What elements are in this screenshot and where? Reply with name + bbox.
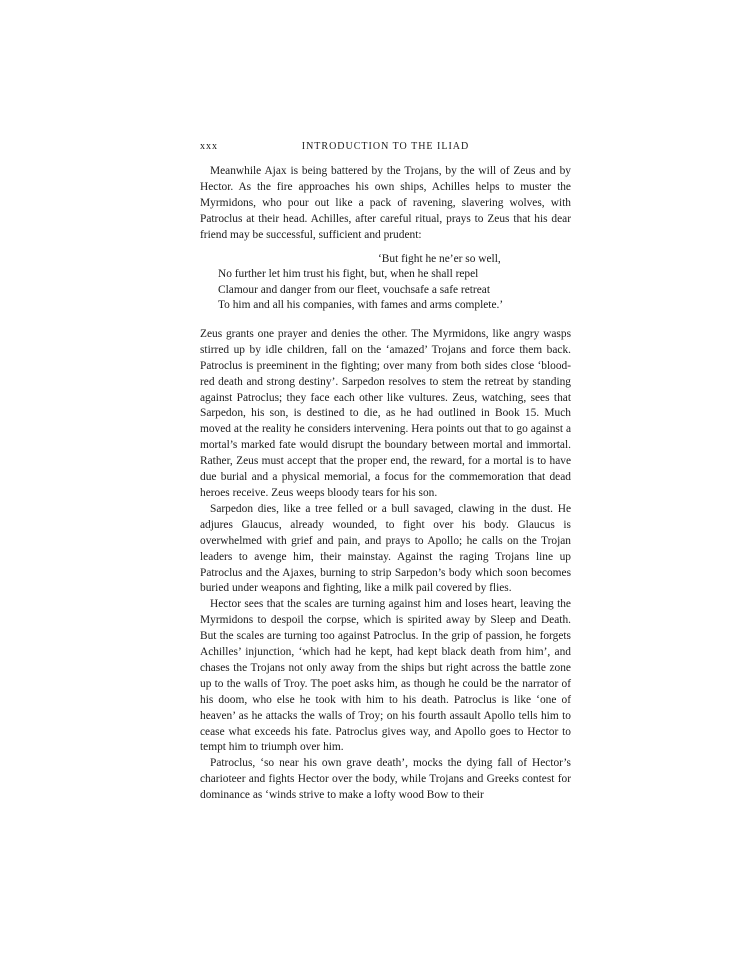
book-page bbox=[200, 141, 571, 804]
page-header bbox=[200, 141, 571, 157]
paragraph-5: Patroclus, ‘so near his own grave death’, mocks the dying fall of Hector’s charioteer and fights Hector over the body, while Trojans and Greeks contest for dominance as ‘winds strive to make a lofty wood Bow to their bbox=[200, 757, 571, 802]
paragraph-4: Hector sees that the scales are turning against him and loses heart, leaving the Myrmidons to despoil the corpse, which is spirited away by Sleep and Death. But the scales are turning too against Patroclus. In the grip of passion, he forgets Achilles’ injunction, ‘which had he kept, had kept black death from him’, and chases the Trojans not only away from the ships but right across the battle zone up to the walls of Troy. The poet asks him, as though he could be the narrator of his doom, who else he took with him to his death. Patroclus is like ‘one of heaven’ as he attacks the walls of Troy; on his fourth assault Apollo tells him to cease what exceeds his fate. Patroclus gives way, and Apollo goes to Hector to tempt him to triumph over him. bbox=[200, 598, 571, 754]
verse-quote bbox=[218, 252, 571, 314]
paragraph-3: Sarpedon dies, like a tree felled or a bull savaged, clawing in the dust. He adjures Glaucus, already wounded, to fight over his body. Glaucus is overwhelmed with grief and pain, and prays to Apollo; he calls on the Trojan leaders to avenge him, their mainstay. Against the raging Trojans line up Patroclus and the Ajaxes, burning to strip Sarpedon’s body which soon becomes buried under weapons and fighting, like a milk pail covered by flies. bbox=[200, 502, 571, 595]
quote-line-1: ‘But fight he ne’er so well, bbox=[378, 252, 501, 265]
running-head: INTRODUCTION TO THE ILIAD bbox=[301, 141, 470, 152]
quote-line-3: Clamour and danger from our fleet, vouchsafe a safe retreat bbox=[218, 283, 490, 296]
paragraph-1: Meanwhile Ajax is being battered by the Trojans, by the will of Zeus and by Hector. As the fire approaches his own ships, Achilles helps to muster the Myrmidons, who pour out like a pack of ravening, slavering wolves, with Patroclus at their head. Achilles, after careful ritual, prays to Zeus that his dear friend may be successful, sufficient and prudent: bbox=[200, 165, 571, 241]
quote-line-4: To him and all his companies, with fames and arms complete.’ bbox=[218, 299, 504, 312]
paragraph-2: Zeus grants one prayer and denies the other. The Myrmidons, like angry wasps stirred up by idle children, fall on the ‘amazed’ Trojans and force them back. Patroclus is preeminent in the fighting; over many from both sides close ‘blood-red death and strong destiny’. Sarpedon resolves to stem the retreat by standing against Patroclus; they face each other like vultures. Zeus, watching, sees that Sarpedon, his son, is destined to die, as he had outlined in Book 15. Much moved at the reality he considers intervening. Hera points out that to go against a mortal’s marked fate would disrupt the boundary between mortal and immortal. Rather, Zeus must accept that the proper end, the reward, for a mortal is to have due burial and a physical memorial, a focus for the commemoration that dead heroes receive. Zeus weeps bloody tears for his son. bbox=[200, 327, 571, 499]
quote-line-2: No further let him trust his fight, but, when he shall repel bbox=[218, 268, 479, 281]
page-number: xxx bbox=[200, 141, 218, 152]
